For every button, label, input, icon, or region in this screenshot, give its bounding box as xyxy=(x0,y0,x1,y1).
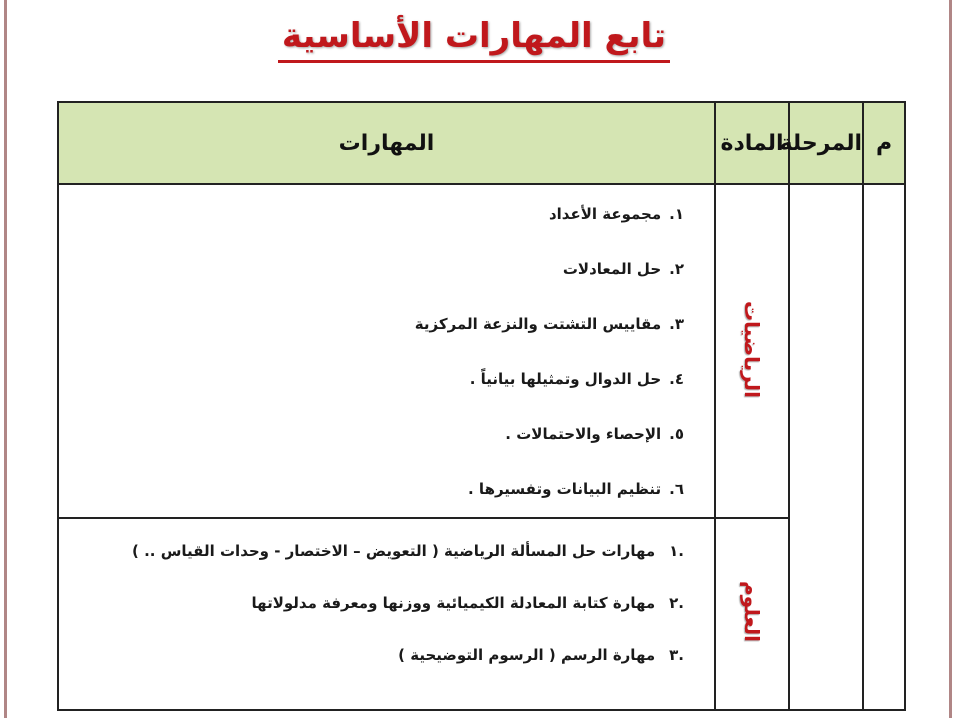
skill-number: ٣. xyxy=(669,315,684,333)
list-item xyxy=(59,187,714,242)
subject-label-science: العلوم xyxy=(740,581,764,643)
list-item xyxy=(59,525,714,577)
skill-number: .٣ xyxy=(669,646,684,664)
skills-table xyxy=(57,101,906,711)
list-item xyxy=(59,462,714,517)
header-skills: المهارات xyxy=(58,102,715,184)
page-title-text: تابع المهارات الأساسية xyxy=(278,14,670,63)
table-header-row xyxy=(58,102,905,184)
subject-cell-math xyxy=(715,184,789,518)
skills-cell-science xyxy=(58,518,715,710)
skills-list-math xyxy=(59,185,714,517)
skill-text: حل الدوال وتمثيلها بيانياً . xyxy=(469,370,662,388)
list-item xyxy=(59,629,714,681)
table-row xyxy=(58,518,905,710)
skills-list-science xyxy=(59,519,714,681)
header-m: م xyxy=(863,102,905,184)
header-subject: المادة xyxy=(715,102,789,184)
skill-number: .٢ xyxy=(669,594,684,612)
page-title xyxy=(0,14,948,63)
list-item xyxy=(59,297,714,352)
stage-cell xyxy=(789,184,863,710)
list-item xyxy=(59,407,714,462)
header-stage: المرحلة xyxy=(789,102,863,184)
m-cell xyxy=(863,184,905,710)
skill-text: الإحصاء والاحتمالات . xyxy=(505,425,662,443)
skill-text: مجموعة الأعداد xyxy=(548,205,662,223)
skill-text: مقاييس التشتت والنزعة المركزية xyxy=(414,315,662,333)
skill-number: .١ xyxy=(669,542,684,560)
list-item xyxy=(59,352,714,407)
table-row xyxy=(58,184,905,518)
skill-number: ٦. xyxy=(669,480,684,498)
list-item xyxy=(59,577,714,629)
skills-cell-math xyxy=(58,184,715,518)
skill-number: ٢. xyxy=(669,260,684,278)
skill-text: مهارة كتابة المعادلة الكيميائية ووزنها ومعرفة مدلولاتها xyxy=(251,594,656,612)
skill-text: تنظيم البيانات وتفسيرها . xyxy=(468,480,662,498)
skill-text: مهارات حل المسألة الرياضية ( التعويض – الاختصار - وحدات القياس .. ) xyxy=(132,542,656,560)
subject-cell-science xyxy=(715,518,789,710)
list-item xyxy=(59,242,714,297)
skill-number: ٤. xyxy=(669,370,684,388)
subject-label-math: الرياضيات xyxy=(740,300,764,398)
skill-text: مهارة الرسم ( الرسوم التوضيحية ) xyxy=(398,646,656,664)
skill-number: ٥. xyxy=(669,425,684,443)
skill-text: حل المعادلات xyxy=(562,260,662,278)
skill-number: ١. xyxy=(669,205,684,223)
